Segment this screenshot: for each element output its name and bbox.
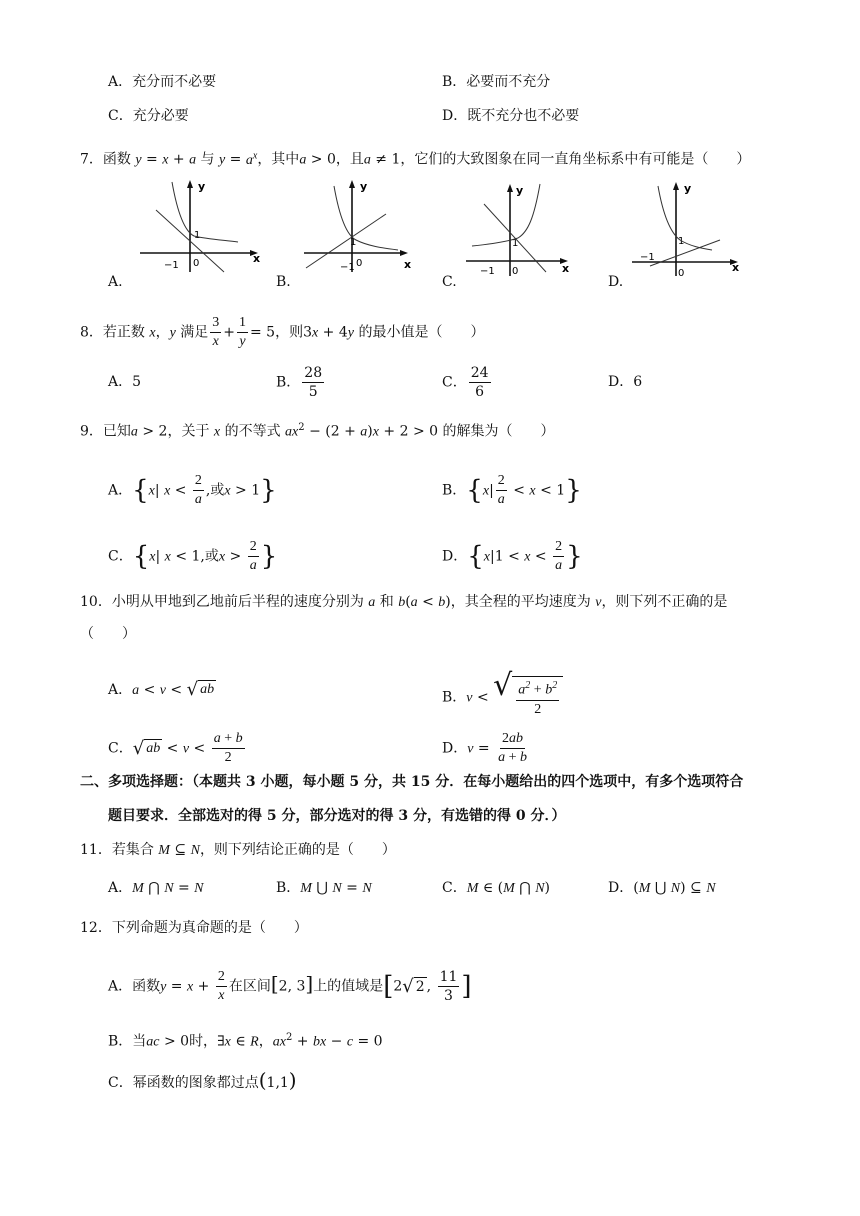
question-7-stem: 7．函数 y = x + a 与 $y = a^x$，其中a > 0，且a ≠ 1，它们的大致图象在同一直角坐标系中有可能是（ ） [80,150,751,168]
q11-option-d: D．(M ⋃ N) ⊆ N [608,880,716,896]
q12-option-c: C．幂函数的图象都过点(1,1) [108,1068,297,1092]
question-12-stem: 12．下列命题为真命题的是（ ） [80,920,308,936]
q10-option-a: A．a < v < √ ab [108,679,215,700]
svg-text:x: x [732,261,740,274]
svg-text:0: 0 [356,258,363,269]
q10-option-b: B．v < √ $\frac{a^2 + b^2}{2}$ [442,676,563,719]
q9-option-b: B．{x| $\frac{2}{a}$ < x < 1} [442,473,582,507]
q10-option-c: C． √ ab < v < $\frac{a + b}{2}$ [108,731,243,765]
question-10-paren: （ ） [80,626,136,642]
q7-option-d-label: D. [608,274,624,290]
svg-text:−1: −1 [480,266,495,276]
q11-option-c: C．M ∈ (M ⋂ N) [442,880,550,896]
q8-option-a: A．5 [108,374,142,390]
q6-option-d: D．既不充分也不必要 [442,108,580,124]
q10-option-d: D．v = $\frac{2ab}{a + b}$ [442,731,527,765]
svg-text:1: 1 [194,230,201,241]
question-10-stem: 10．小明从甲地到乙地前后半程的速度分别为 a 和 b(a < b)，其全程的平均速度为 v，则下列不正确的是 [80,594,728,610]
q11-option-a: A．M ⋂ N = N [108,880,204,896]
q8-option-d: D．6 [608,374,643,390]
q7-option-a-label: A. [108,274,123,290]
q7-graph-b [300,176,430,276]
q11-option-b: B．M ⋃ N = N [276,880,372,896]
q12-option-a: A．函数y = x + $\frac{2}{x}$ 在区间[2, 3]上的值域是[2 √ 2 , $\frac{11}{3}$ ] [108,969,472,1004]
section-2-heading-cont: 题目要求．全部选对的得 5 分，部分选对的得 3 分，有选错的得 0 分．） [108,808,566,824]
q7-option-c-label: C. [442,274,457,290]
q9-option-a: A．{x| x < $\frac{2}{a}$ ,或x > 1} [108,473,277,507]
svg-text:1: 1 [678,236,685,247]
q7-graph-a [136,176,266,276]
svg-text:−1: −1 [640,252,655,263]
svg-text:x: x [404,258,412,271]
svg-text:−1: −1 [340,262,355,273]
svg-text:1: 1 [350,237,357,248]
q9-option-c: C．{x| x < 1,或x > $\frac{2}{a}$ } [108,539,278,573]
question-8-stem: 8．若正数 x，y 满足 $\frac{3}{x}$ + $\frac{1}{y}$ = 5，则3x + 4y 的最小值是（ ） [80,315,485,349]
section-2-heading: 二、多项选择题：（本题共 3 小题，每小题 5 分，共 15 分．在每小题给出的四个选项中，有多个选项符合 [80,774,744,790]
q6-option-b: B．必要而不充分 [442,74,551,90]
question-11-stem: 11．若集合 M ⊆ N，则下列结论正确的是（ ） [80,842,396,858]
svg-text:x: x [253,252,261,265]
svg-text:0: 0 [512,266,519,276]
q7-option-b-label: B. [276,274,291,290]
svg-text:y: y [516,184,524,197]
q8-option-c: C． $\frac{24}{6}$ [442,365,489,400]
svg-text:0: 0 [193,258,200,269]
svg-text:0: 0 [678,268,685,276]
q8-option-b: B． $\frac{28}{5}$ [276,365,323,400]
q7-graph-d [628,176,758,276]
svg-text:x: x [562,262,570,275]
q12-option-b: B．当ac > 0时，∃x ∈ R，$ax^2$ + bx − c = 0 [108,1032,383,1050]
svg-text:y: y [360,180,368,193]
question-9-stem: 9．已知a > 2，关于 x 的不等式 $ax^2 - (2 + a)x + 2 > 0$ 的解集为（ ） [80,422,555,440]
q7-graph-c [462,176,592,276]
q6-option-a: A．充分而不必要 [108,74,217,90]
svg-text:1: 1 [512,238,519,249]
svg-text:−1: −1 [164,260,179,271]
svg-text:y: y [684,182,692,195]
q9-option-d: D．{x|1 < x < $\frac{2}{a}$ } [442,539,583,573]
svg-text:y: y [198,180,206,193]
q6-option-c: C．充分必要 [108,108,189,124]
